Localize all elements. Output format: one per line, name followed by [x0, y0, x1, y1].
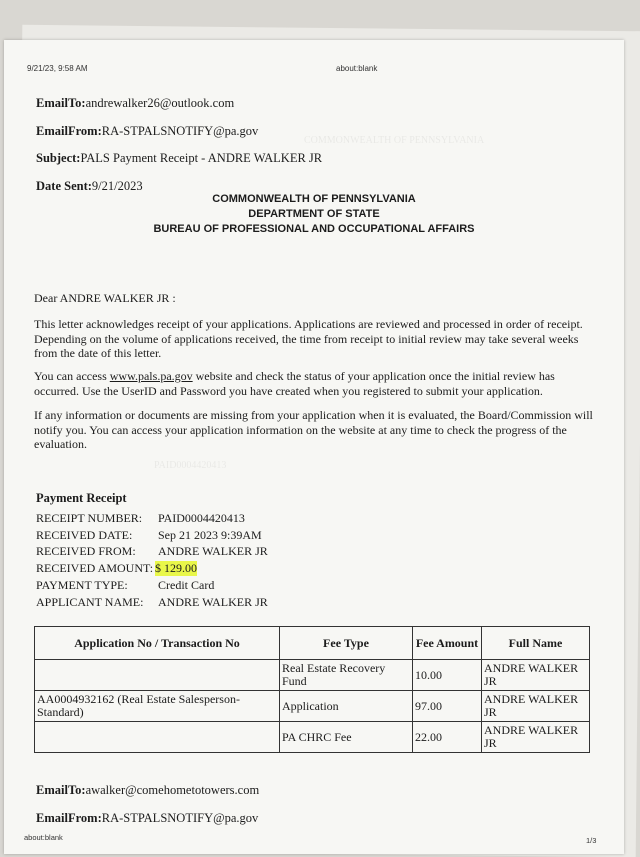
date-sent-label: Date Sent:	[36, 179, 92, 193]
receipt-row	[36, 595, 336, 611]
paragraph-missing-info: If any information or documents are missing from your application when it is evaluated, the Board/Commission will notify you. You can access your application information on the website at any time to check the progress of the evaluation.	[34, 408, 593, 451]
receipt-row	[36, 578, 336, 594]
letterhead-line-2: DEPARTMENT OF STATE	[248, 208, 380, 220]
fee-table	[34, 626, 590, 753]
email-from-value: RA-STPALSNOTIFY@pa.gov	[101, 124, 259, 138]
subject-line	[36, 151, 322, 166]
footer-url: about:blank	[24, 833, 63, 842]
cell-fee-type: Application	[280, 691, 413, 722]
email-from-label: EmailFrom:	[36, 124, 102, 138]
cell-application	[35, 722, 280, 753]
receipt-value: PAID0004420413	[158, 511, 245, 525]
receipt-value: Sep 21 2023 9:39AM	[158, 528, 262, 542]
email-to-label: EmailTo:	[36, 96, 86, 110]
receipt-label: RECEIPT NUMBER:	[36, 511, 143, 525]
second-email-from-label: EmailFrom:	[36, 811, 102, 825]
subject-value: PALS Payment Receipt - ANDRE WALKER JR	[80, 151, 323, 165]
cell-application	[35, 660, 280, 691]
table-row	[35, 722, 590, 753]
subject-label: Subject:	[36, 151, 81, 165]
document-page	[4, 40, 624, 854]
fee-table-header	[35, 627, 590, 660]
receipt-row	[36, 511, 336, 527]
receipt-row	[36, 561, 336, 577]
receipt-label: RECEIVED AMOUNT:	[36, 561, 154, 575]
email-to-line	[36, 96, 234, 111]
email-to-value: andrewalker26@outlook.com	[85, 96, 235, 110]
bleed-through: PAID0004420413	[154, 460, 227, 471]
col-header-full-name: Full Name	[482, 627, 590, 660]
receipt-value: Credit Card	[158, 578, 215, 592]
receipt-label: APPLICANT NAME:	[36, 595, 144, 609]
cell-fee-type: Real Estate Recovery Fund	[280, 660, 413, 691]
date-sent-value: 9/21/2023	[91, 179, 143, 193]
email-from-line	[36, 124, 258, 139]
col-header-fee-type: Fee Type	[280, 627, 413, 660]
receipt-value: ANDRE WALKER JR	[158, 544, 268, 558]
paragraph-website	[34, 369, 600, 398]
cell-fee-type: PA CHRC Fee	[280, 722, 413, 753]
table-row	[35, 691, 590, 722]
cell-application: AA0004932162 (Real Estate Salesperson-Standard)	[35, 691, 280, 722]
receipt-row	[36, 528, 336, 544]
second-email-from-value: RA-STPALSNOTIFY@pa.gov	[101, 811, 259, 825]
letterhead	[4, 192, 624, 237]
second-email-to-line	[36, 783, 259, 798]
footer-page-number: 1/3	[586, 836, 597, 845]
bleed-through: COMMONWEALTH OF PENNSYLVANIA	[304, 135, 485, 146]
cell-full-name: ANDRE WALKER JR	[482, 722, 590, 753]
cell-fee-amount: 22.00	[413, 722, 482, 753]
receipt-row	[36, 544, 336, 560]
receipt-label: PAYMENT TYPE:	[36, 578, 128, 592]
receipt-label: RECEIVED FROM:	[36, 544, 136, 558]
payment-receipt-title: Payment Receipt	[36, 491, 127, 505]
paragraph-website-post: website and check the status of your application once the initial review has occurred. Use the UserID and Password you have created when you registered to submit your application.	[34, 369, 555, 398]
second-email-to-label: EmailTo:	[36, 783, 86, 797]
letterhead-line-3: BUREAU OF PROFESSIONAL AND OCCUPATIONAL AFFAIRS	[153, 223, 475, 235]
received-amount-highlighted: $ 129.00	[155, 561, 197, 575]
receipt-label: RECEIVED DATE:	[36, 528, 133, 542]
print-datetime: 9/21/23, 9:58 AM	[27, 64, 88, 73]
receipt-value: ANDRE WALKER JR	[158, 595, 268, 609]
cell-full-name: ANDRE WALKER JR	[482, 691, 590, 722]
cell-fee-amount: 97.00	[413, 691, 482, 722]
print-page-title: about:blank	[336, 64, 378, 73]
table-row	[35, 660, 590, 691]
col-header-application: Application No / Transaction No	[35, 627, 280, 660]
cell-fee-amount: 10.00	[413, 660, 482, 691]
paragraph-acknowledgement: This letter acknowledges receipt of your applications. Applications are reviewed and processed in order of receipt. Depending on the volume of applications received, the time from receipt to initial review may take several weeks from the date of this letter.	[34, 317, 583, 360]
cell-full-name: ANDRE WALKER JR	[482, 660, 590, 691]
second-email-to-value: awalker@comehometotowers.com	[85, 783, 260, 797]
second-email-from-line	[36, 811, 258, 826]
col-header-fee-amount: Fee Amount	[413, 627, 482, 660]
salutation: Dear ANDRE WALKER JR :	[34, 291, 176, 305]
letterhead-line-1: COMMONWEALTH OF PENNSYLVANIA	[212, 193, 416, 205]
pals-website-link[interactable]: www.pals.pa.gov	[109, 369, 193, 383]
paragraph-website-pre: You can access	[34, 369, 110, 383]
